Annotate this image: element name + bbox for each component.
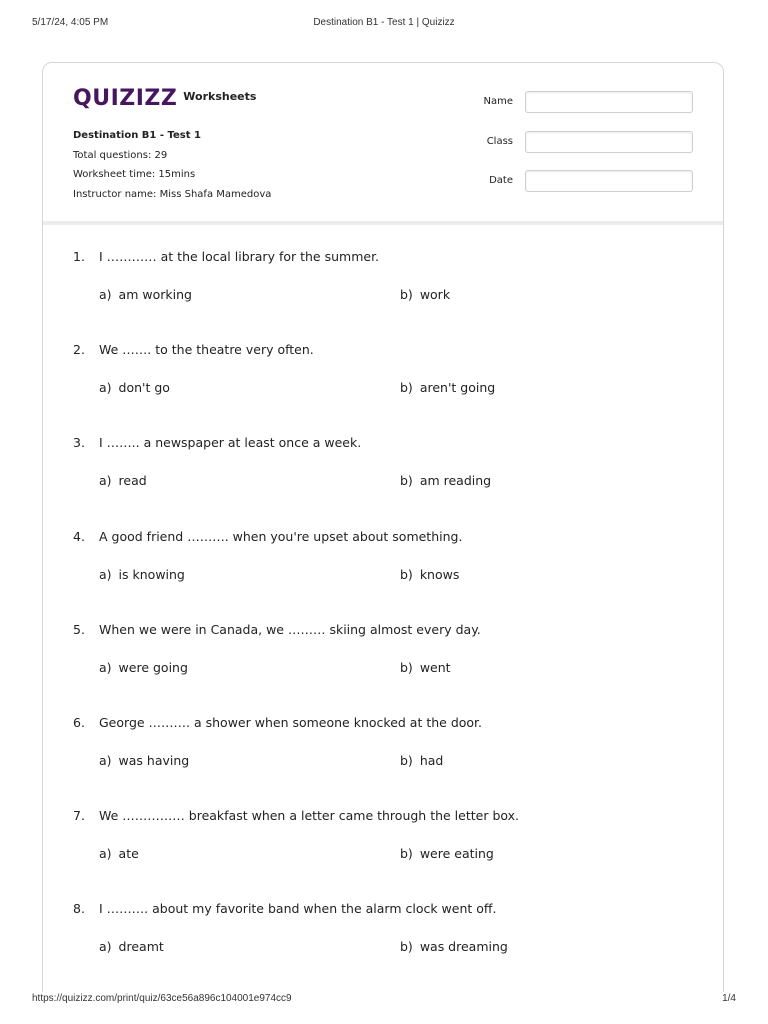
option-letter: a) xyxy=(99,752,112,768)
option-text: knows xyxy=(419,566,460,582)
option-text: were going xyxy=(118,659,188,675)
class-field[interactable] xyxy=(525,131,693,153)
question-stem: I ………… at the local library for the summer. xyxy=(99,249,380,264)
option-letter: a) xyxy=(99,473,112,489)
option-text: had xyxy=(419,752,444,768)
option-a xyxy=(99,939,164,954)
option-letter: b) xyxy=(400,752,413,768)
class-label: Class xyxy=(486,135,513,147)
question-stem: George ………. a shower when someone knocked at the door. xyxy=(99,714,483,730)
question-number: 3. xyxy=(73,435,85,451)
option-letter: b) xyxy=(400,287,413,302)
question-stem: I ………. about my favorite band when the alarm clock went off. xyxy=(99,901,497,917)
print-page-number: 1/4 xyxy=(722,993,736,1004)
option-letter: b) xyxy=(400,380,413,396)
worksheet-time: Worksheet time: 15mins xyxy=(73,169,196,180)
instructor-name: Instructor name: Miss Shafa Mamedova xyxy=(73,188,272,200)
option-text: read xyxy=(118,473,147,489)
option-text: work xyxy=(419,287,451,302)
option-text: dreamt xyxy=(118,939,164,955)
option-b xyxy=(400,753,443,768)
print-footer xyxy=(32,993,736,1007)
question-number: 1. xyxy=(73,249,85,264)
question-stem: We …………… breakfast when a letter came through the letter box. xyxy=(99,808,520,824)
worksheet-header xyxy=(43,63,723,225)
option-text: don't go xyxy=(118,380,170,396)
question-item xyxy=(73,249,693,342)
option-text: ate xyxy=(118,846,139,862)
print-url: https://quizizz.com/print/quiz/63ce56a896c104001e974cc9 xyxy=(32,993,292,1004)
date-field[interactable] xyxy=(525,170,693,192)
option-letter: b) xyxy=(400,939,413,955)
question-stem: When we were in Canada, we ……… skiing almost every day. xyxy=(99,621,481,637)
question-item xyxy=(73,342,693,435)
option-a xyxy=(99,753,189,768)
option-b xyxy=(400,660,451,675)
option-b xyxy=(400,380,495,395)
class-field-row xyxy=(463,131,693,155)
option-b xyxy=(400,939,508,954)
question-item xyxy=(73,622,693,715)
option-letter: b) xyxy=(400,846,413,862)
option-letter: a) xyxy=(99,566,112,582)
question-item xyxy=(73,901,693,992)
option-letter: b) xyxy=(400,659,413,675)
option-b xyxy=(400,287,450,302)
print-page-title: Destination B1 - Test 1 | Quizizz xyxy=(313,17,455,28)
question-number: 2. xyxy=(73,342,85,358)
option-a xyxy=(99,567,185,582)
date-field-row xyxy=(463,170,693,194)
question-number: 8. xyxy=(73,901,85,917)
logo-sub-label: Worksheets xyxy=(183,89,257,103)
option-text: am reading xyxy=(419,473,492,489)
quizizz-logo xyxy=(73,85,256,111)
student-fields xyxy=(463,91,693,210)
option-text: is knowing xyxy=(118,566,185,582)
question-item xyxy=(73,808,693,901)
option-text: aren't going xyxy=(419,380,496,396)
question-stem: I …….. a newspaper at least once a week. xyxy=(99,435,362,451)
question-list xyxy=(73,249,693,992)
option-b xyxy=(400,846,494,861)
question-number: 6. xyxy=(73,714,85,730)
question-number: 5. xyxy=(73,621,85,637)
option-letter: a) xyxy=(99,380,112,396)
option-a xyxy=(99,846,139,861)
name-field-row xyxy=(463,91,693,115)
option-a xyxy=(99,287,192,302)
option-text: was dreaming xyxy=(419,939,508,955)
name-label: Name xyxy=(483,96,513,107)
question-item xyxy=(73,715,693,808)
question-item xyxy=(73,529,693,622)
option-letter: b) xyxy=(400,566,413,582)
option-letter: b) xyxy=(400,473,413,489)
question-stem: A good friend ………. when you're upset about something. xyxy=(99,528,463,544)
worksheet-meta xyxy=(73,126,271,204)
total-questions: Total questions: 29 xyxy=(73,149,168,161)
option-letter: a) xyxy=(99,939,112,955)
date-label: Date xyxy=(489,175,513,186)
worksheet-title: Destination B1 - Test 1 xyxy=(73,130,201,141)
question-item xyxy=(73,435,693,528)
question-stem: We ……. to the theatre very often. xyxy=(99,342,314,358)
option-a xyxy=(99,380,170,395)
question-number: 4. xyxy=(73,528,85,544)
option-text: was having xyxy=(118,752,190,768)
question-number: 7. xyxy=(73,808,85,824)
option-b xyxy=(400,473,491,488)
logo-wordmark: QUIZIZZ xyxy=(73,85,178,111)
option-letter: a) xyxy=(99,846,112,862)
option-a xyxy=(99,473,147,488)
option-a xyxy=(99,660,188,675)
option-b xyxy=(400,567,459,582)
print-header xyxy=(32,17,736,31)
option-letter: a) xyxy=(99,287,112,302)
print-datetime: 5/17/24, 4:05 PM xyxy=(32,17,109,28)
option-letter: a) xyxy=(99,659,112,675)
option-text: am working xyxy=(118,287,192,302)
option-text: were eating xyxy=(419,846,494,862)
option-text: went xyxy=(419,659,451,675)
name-field[interactable] xyxy=(525,91,693,113)
worksheet-card xyxy=(42,62,724,992)
